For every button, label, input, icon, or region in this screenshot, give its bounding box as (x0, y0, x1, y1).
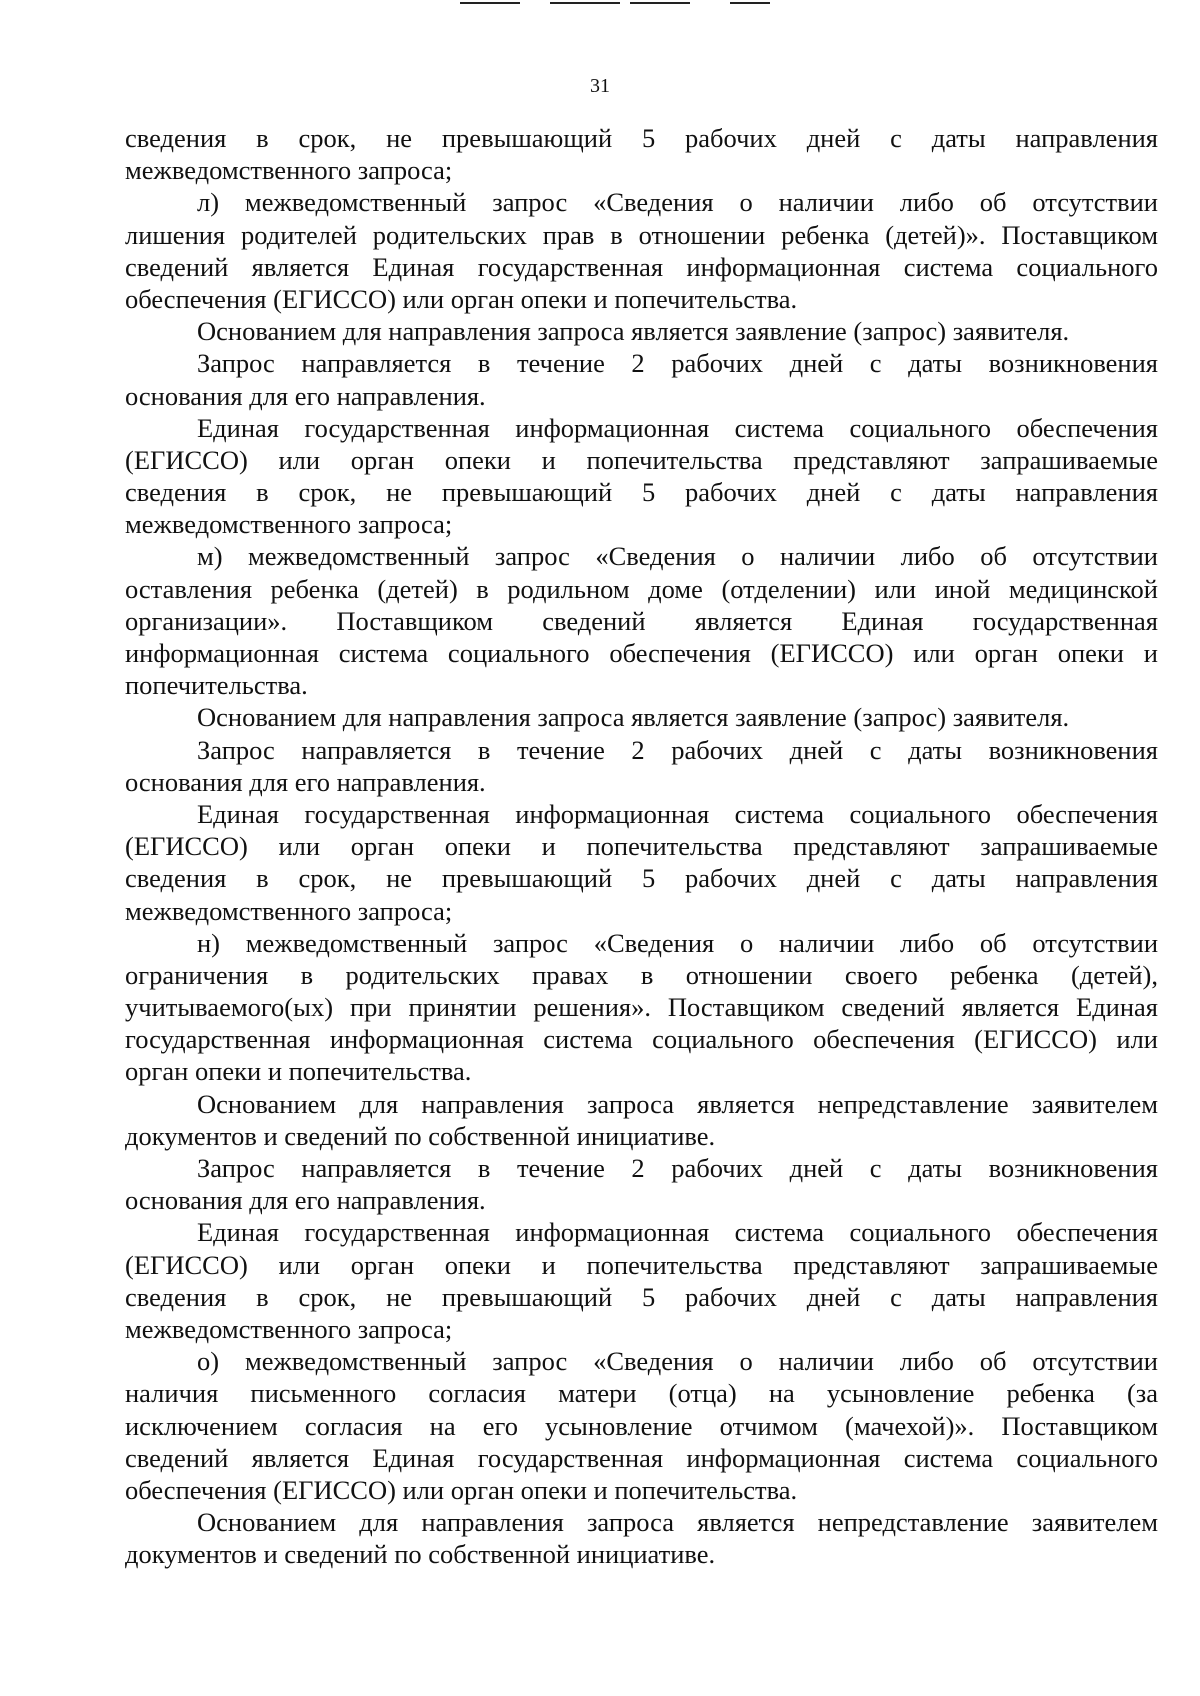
text-line: сведения в срок, не превышающий 5 рабочих дней с даты направления (125, 477, 1158, 508)
text-line: Основанием для направления запроса является заявление (запрос) заявителя. (197, 702, 1070, 733)
text-line: документов и сведений по собственной инициативе. (125, 1539, 716, 1570)
text-line: (ЕГИССО) или орган опеки и попечительства представляют запрашиваемые (125, 831, 1158, 862)
text-line: м) межведомственный запрос «Сведения о наличии либо об отсутствии (197, 541, 1158, 572)
text-line: ограничения в родительских правах в отношении своего ребенка (детей), (125, 959, 1158, 990)
text-line: сведений является Единая государственная информационная система социального (125, 251, 1158, 282)
text-line: Основанием для направления запроса является непредставление заявителем (197, 1088, 1158, 1119)
text-line: межведомственного запроса; (125, 1313, 453, 1344)
text-line: межведомственного запроса; (125, 895, 453, 926)
text-line: о) межведомственный запрос «Сведения о наличии либо об отсутствии (197, 1346, 1158, 1377)
text-line: исключением согласия на его усыновление отчимом (мачехой)». Поставщиком (125, 1410, 1158, 1441)
text-line: сведений является Единая государственная информационная система социального (125, 1442, 1158, 1473)
text-line: (ЕГИССО) или орган опеки и попечительства представляют запрашиваемые (125, 444, 1158, 475)
text-line: орган опеки и попечительства. (125, 1056, 472, 1087)
text-line: сведения в срок, не превышающий 5 рабочих дней с даты направления (125, 123, 1158, 153)
text-line: оставления ребенка (детей) в родильном доме (отделении) или иной медицинской (125, 573, 1158, 604)
text-line: лишения родителей родительских прав в отношении ребенка (детей)». Поставщиком (125, 219, 1158, 250)
text-line: межведомственного запроса; (125, 155, 453, 186)
text-line: Единая государственная информационная система социального обеспечения (197, 798, 1158, 829)
text-line: межведомственного запроса; (125, 509, 453, 540)
page-number: 31 (590, 75, 610, 97)
text-line: Единая государственная информационная система социального обеспечения (197, 1217, 1158, 1248)
text-line: основания для его направления. (125, 380, 486, 411)
text-line: документов и сведений по собственной инициативе. (125, 1120, 716, 1151)
text-line: Запрос направляется в течение 2 рабочих дней с даты возникновения (197, 1153, 1158, 1183)
text-line: наличия письменного согласия матери (отца) на усыновление ребенка (за (125, 1378, 1158, 1409)
text-line: Запрос направляется в течение 2 рабочих дней с даты возникновения (197, 734, 1158, 765)
text-line: Запрос направляется в течение 2 рабочих дней с даты возникновения (197, 348, 1158, 379)
text-line: учитываемого(ых) при принятии решения». Поставщиком сведений является Единая (125, 992, 1158, 1023)
text-line: Основанием для направления запроса является заявление (запрос) заявителя. (197, 316, 1070, 347)
scan-edge-marks (460, 0, 840, 6)
text-line: основания для его направления. (125, 766, 486, 797)
text-line: организации». Поставщиком сведений является Единая государственная (125, 605, 1158, 636)
text-line: л) межведомственный запрос «Сведения о наличии либо об отсутствии (197, 187, 1158, 218)
text-line: обеспечения (ЕГИССО) или орган опеки и попечительства. (125, 1474, 798, 1505)
text-line: попечительства. (125, 670, 308, 701)
text-line: обеспечения (ЕГИССО) или орган опеки и попечительства. (125, 283, 798, 314)
text-line: Единая государственная информационная система социального обеспечения (197, 412, 1158, 443)
text-line: информационная система социального обеспечения (ЕГИССО) или орган опеки и (125, 638, 1158, 668)
text-line: основания для его направления. (125, 1185, 486, 1216)
text-line: сведения в срок, не превышающий 5 рабочих дней с даты направления (125, 1281, 1158, 1312)
text-line: н) межведомственный запрос «Сведения о наличии либо об отсутствии (197, 927, 1158, 958)
document-body (125, 122, 1158, 1570)
text-line: Основанием для направления запроса является непредставление заявителем (197, 1507, 1158, 1538)
text-line: государственная информационная система социального обеспечения (ЕГИССО) или (125, 1024, 1158, 1055)
text-line: (ЕГИССО) или орган опеки и попечительства представляют запрашиваемые (125, 1249, 1158, 1280)
text-line: сведения в срок, не превышающий 5 рабочих дней с даты направления (125, 863, 1158, 894)
